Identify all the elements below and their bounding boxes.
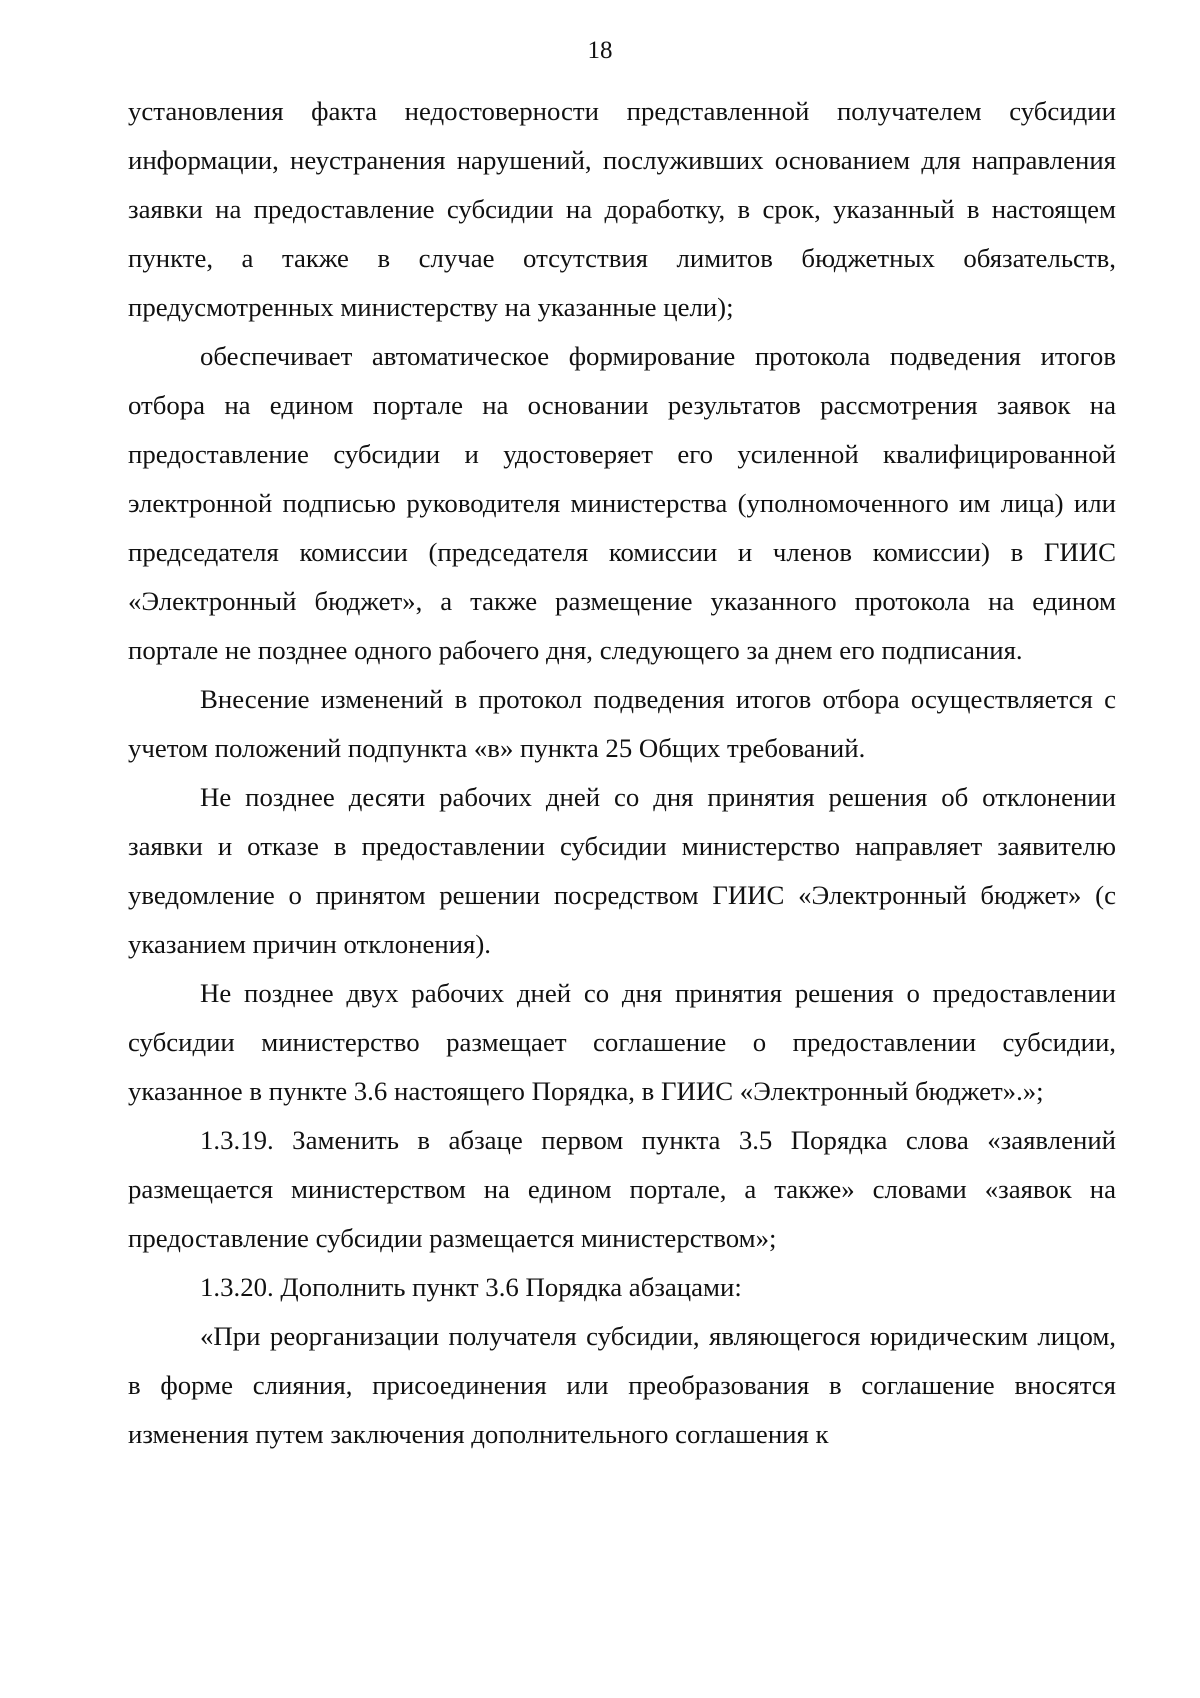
paragraph-agreement-placement: Не позднее двух рабочих дней со дня принятия решения о предоставлении субсидии министерство размещает соглашение о предоставлении субсидии, указанное в пункте 3.6 настоящего Порядка, в ГИИС «Электронный бюджет».»; (128, 978, 1116, 1106)
paragraph-reorganization: «При реорганизации получателя субсидии, являющегося юридическим лицом, в форме слияния, присоединения или преобразования в соглашение вносятся изменения путем заключения дополнительного соглашения к (128, 1321, 1116, 1449)
paragraph-protocol-changes: Внесение изменений в протокол подведения итогов отбора осуществляется с учетом положений подпункта «в» пункта 25 Общих требований. (128, 684, 1116, 763)
paragraph-rejection-notice: Не позднее десяти рабочих дней со дня принятия решения об отклонении заявки и отказе в предоставлении субсидии министерство направляет заявителю уведомление о принятом решении посредством ГИИС «Электронный бюджет» (с указанием причин отклонения). (128, 782, 1116, 959)
paragraph-item-1-3-20: 1.3.20. Дополнить пункт 3.6 Порядка абзацами: (200, 1272, 742, 1302)
page-number: 18 (587, 37, 613, 64)
paragraph-protocol-formation: обеспечивает автоматическое формирование протокола подведения итогов отбора на едином портале на основании результатов рассмотрения заявок на предоставление субсидии и удостоверяет его усиленной квалифицированной электронной подписью руководителя министерства (уполномоченного им лица) или председателя комиссии (председателя комиссии и членов комиссии) в ГИИС «Электронный бюджет», а также размещение указанного протокола на едином портале не позднее одного рабочего дня, следующего за днем его подписания. (128, 341, 1116, 665)
document-body (128, 87, 1116, 1459)
paragraph-continuation: установления факта недостоверности представленной получателем субсидии информации, неустранения нарушений, послуживших основанием для направления заявки на предоставление субсидии на доработку, в срок, указанный в настоящем пункте, а также в случае отсутствия лимитов бюджетных обязательств, предусмотренных министерству на указанные цели); (128, 96, 1116, 322)
paragraph-item-1-3-19: 1.3.19. Заменить в абзаце первом пункта 3.5 Порядка слова «заявлений размещается министерством на едином портале, а также» словами «заявок на предоставление субсидии размещается министерством»; (128, 1125, 1116, 1253)
